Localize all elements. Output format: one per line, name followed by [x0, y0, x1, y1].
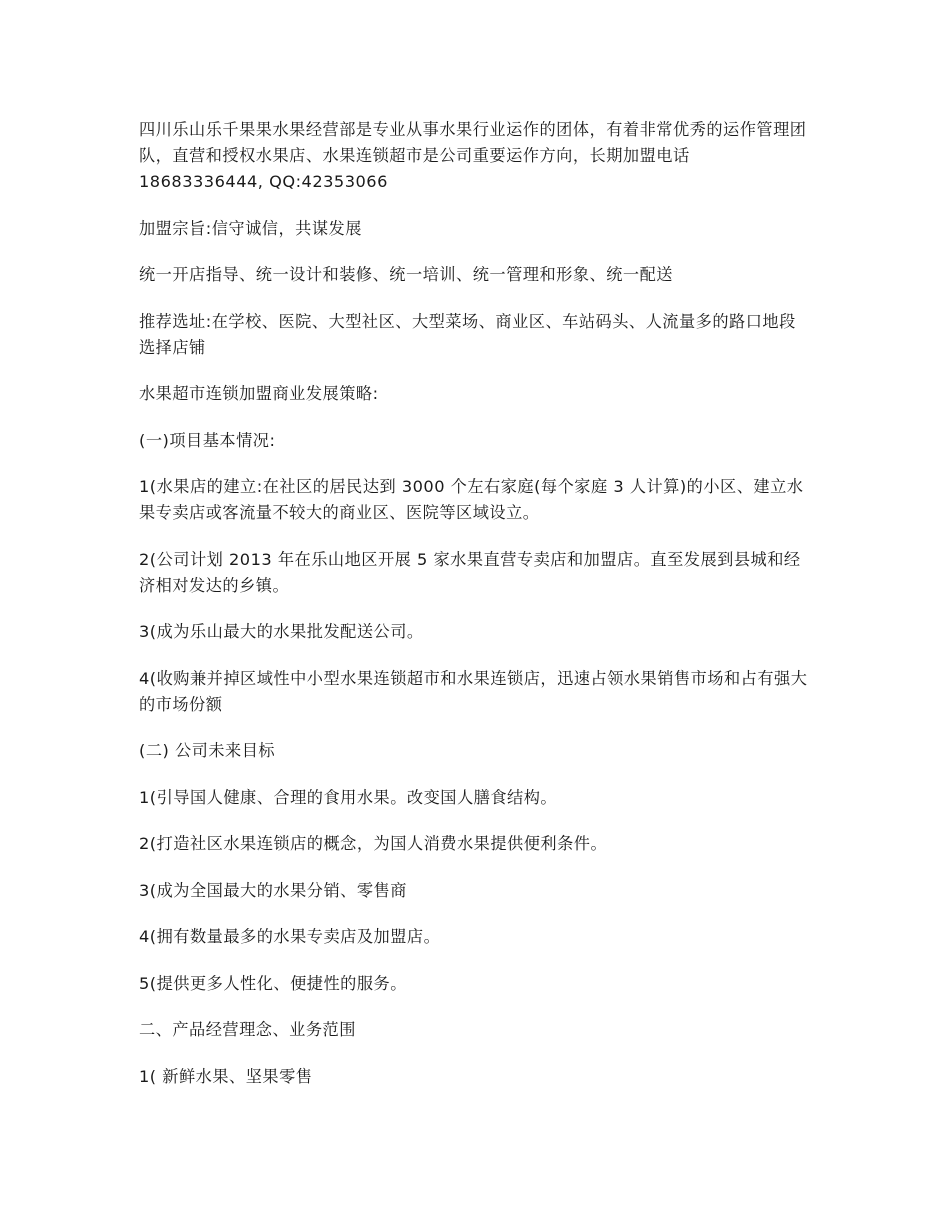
paragraph-section-one-heading: (一)项目基本情况:: [139, 430, 276, 450]
paragraph-item: 1(引导国人健康、合理的食用水果。改变国人膳食结构。: [139, 787, 558, 807]
paragraph-purpose: 加盟宗旨:信守诚信，共谋发展: [139, 218, 362, 238]
paragraph-item: 1( 新鲜水果、坚果零售: [139, 1066, 313, 1086]
paragraph-section-heading: 二、产品经营理念、业务范围: [139, 1020, 356, 1039]
paragraph-item: 5(提供更多人性化、便捷性的服务。: [139, 973, 407, 993]
paragraph-item: 2(打造社区水果连锁店的概念，为国人消费水果提供便利条件。: [139, 834, 608, 853]
paragraph-location: 推荐选址:在学校、医院、大型社区、大型菜场、商业区、车站码头、人流量多的路口地段选择店铺: [139, 311, 796, 357]
paragraph-item: 4(收购兼并掉区域性中小型水果连锁超市和水果连锁店，迅速占领水果销售市场和占有强大的市场份额: [139, 668, 808, 714]
paragraph-unified-services: 统一开店指导、统一设计和装修、统一培训、统一管理和形象、统一配送: [139, 265, 673, 284]
paragraph-item: 2(公司计划 2013 年在乐山地区开展 5 家水果直营专卖店和加盟店。直至发展到县城和经济相对发达的乡镇。: [139, 549, 801, 595]
paragraph-section-two-heading: (二) 公司未来目标: [139, 741, 276, 760]
paragraph-intro: 四川乐山乐千果果水果经营部是专业从事水果行业运作的团体，有着非常优秀的运作管理团队，直营和授权水果店、水果连锁超市是公司重要运作方向，长期加盟电话 18683336444, QQ:42353066: [139, 120, 807, 191]
paragraph-strategy-heading: 水果超市连锁加盟商业发展策略:: [139, 384, 379, 403]
document-body: [139, 117, 811, 1110]
paragraph-item: 3(成为乐山最大的水果批发配送公司。: [139, 622, 424, 641]
paragraph-item: 4(拥有数量最多的水果专卖店及加盟店。: [139, 927, 441, 946]
paragraph-item: 3(成为全国最大的水果分销、零售商: [139, 880, 407, 900]
paragraph-item: 1(水果店的建立:在社区的居民达到 3000 个左右家庭(每个家庭 3 人计算)的小区、建立水果专卖店或客流量不较大的商业区、医院等区域设立。: [139, 477, 804, 522]
